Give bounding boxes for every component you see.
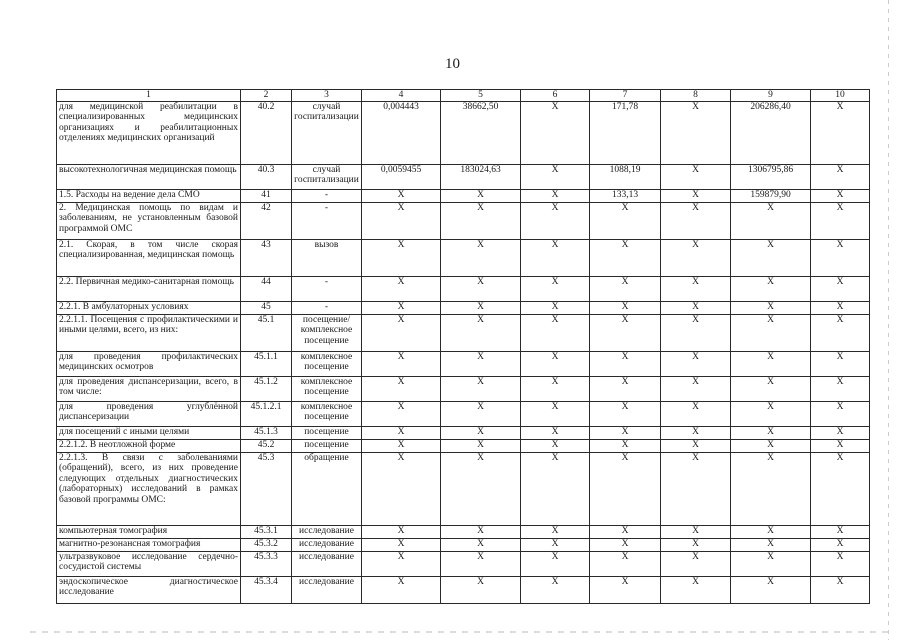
table-cell-col-7: X	[590, 538, 661, 551]
table-cell-col-9: X	[731, 376, 811, 401]
table-cell-col-1: 2.2.1.3. В связи с заболеваниями (обращений), всего, из них проведение следующих отдельных диагностических (лабораторных) исследований в рамках базовой программы ОМС:	[57, 452, 241, 525]
table-cell-col-7: X	[590, 301, 661, 314]
table-cell-col-3: -	[292, 202, 362, 239]
table-cell-col-6: X	[521, 538, 590, 551]
table-row	[57, 202, 870, 239]
table-cell-col-10: X	[811, 189, 870, 202]
table-cell-col-4: X	[362, 439, 441, 452]
table-cell-col-5: X	[441, 376, 521, 401]
table-cell-col-7: X	[590, 202, 661, 239]
table-cell-col-7: X	[590, 376, 661, 401]
table-cell-col-8: X	[661, 301, 731, 314]
col-header-3: 3	[292, 90, 362, 102]
table-cell-col-3: комплексное посещение	[292, 401, 362, 426]
table-cell-col-1: компьютерная томография	[57, 525, 241, 538]
table-cell-col-8: X	[661, 551, 731, 576]
table-cell-col-2: 45.3.2	[241, 538, 292, 551]
col-header-5: 5	[441, 90, 521, 102]
table-cell-col-10: X	[811, 164, 870, 189]
table-cell-col-10: X	[811, 202, 870, 239]
table-cell-col-4: X	[362, 576, 441, 603]
table-row	[57, 301, 870, 314]
table-cell-col-1: высокотехнологичная медицинская помощь	[57, 164, 241, 189]
table-cell-col-6: X	[521, 276, 590, 301]
table-row	[57, 101, 870, 164]
col-header-8: 8	[661, 90, 731, 102]
table-cell-col-4: X	[362, 314, 441, 351]
table-cell-col-1: 2.2.1. В амбулаторных условиях	[57, 301, 241, 314]
table-cell-col-3: посещение	[292, 426, 362, 439]
table-cell-col-6: X	[521, 525, 590, 538]
table-cell-col-2: 45.1.2	[241, 376, 292, 401]
table-cell-col-6: X	[521, 576, 590, 603]
table-cell-col-6: X	[521, 101, 590, 164]
table-cell-col-7: X	[590, 576, 661, 603]
table-cell-col-10: X	[811, 351, 870, 376]
table-cell-col-10: X	[811, 452, 870, 525]
table-cell-col-5: X	[441, 401, 521, 426]
table-cell-col-9: X	[731, 351, 811, 376]
table-cell-col-5: X	[441, 239, 521, 276]
table-cell-col-1: для проведения углублённой диспансеризации	[57, 401, 241, 426]
table-cell-col-3: -	[292, 189, 362, 202]
table-cell-col-1: 2.2.1.2. В неотложной форме	[57, 439, 241, 452]
table-cell-col-7: X	[590, 239, 661, 276]
table-row	[57, 351, 870, 376]
table-cell-col-4: X	[362, 351, 441, 376]
table-cell-col-2: 45.1.3	[241, 426, 292, 439]
table-cell-col-9: X	[731, 439, 811, 452]
table-cell-col-6: X	[521, 301, 590, 314]
table-cell-col-6: X	[521, 401, 590, 426]
table-cell-col-2: 40.3	[241, 164, 292, 189]
table-row	[57, 164, 870, 189]
table-cell-col-1: 2.1. Скорая, в том числе скорая специализированная, медицинская помощь	[57, 239, 241, 276]
table-cell-col-2: 45.3	[241, 452, 292, 525]
table-cell-col-8: X	[661, 376, 731, 401]
table-cell-col-5: X	[441, 202, 521, 239]
table-cell-col-10: X	[811, 314, 870, 351]
table-cell-col-8: X	[661, 239, 731, 276]
table-cell-col-6: X	[521, 376, 590, 401]
table-cell-col-5: X	[441, 426, 521, 439]
table-row	[57, 452, 870, 525]
table-cell-col-2: 45.3.4	[241, 576, 292, 603]
table-cell-col-8: X	[661, 351, 731, 376]
table-cell-col-3: исследование	[292, 576, 362, 603]
table-row	[57, 376, 870, 401]
table-cell-col-3: случай госпитализации	[292, 101, 362, 164]
table-cell-col-7: X	[590, 351, 661, 376]
table-cell-col-8: X	[661, 576, 731, 603]
table-cell-col-2: 45.3.1	[241, 525, 292, 538]
table-cell-col-6: X	[521, 351, 590, 376]
table-cell-col-2: 40.2	[241, 101, 292, 164]
table-cell-col-7: X	[590, 551, 661, 576]
table-cell-col-9: 206286,40	[731, 101, 811, 164]
table-cell-col-2: 45.1	[241, 314, 292, 351]
table-cell-col-6: X	[521, 439, 590, 452]
table-cell-col-1: 1.5. Расходы на ведение дела СМО	[57, 189, 241, 202]
table-cell-col-4: X	[362, 202, 441, 239]
table-cell-col-4: X	[362, 276, 441, 301]
scan-noise-bottom	[30, 631, 890, 633]
table-cell-col-6: X	[521, 426, 590, 439]
table-cell-col-10: X	[811, 426, 870, 439]
table-cell-col-10: X	[811, 239, 870, 276]
table-cell-col-10: X	[811, 576, 870, 603]
table-cell-col-9: X	[731, 202, 811, 239]
table-row	[57, 551, 870, 576]
table-cell-col-9: X	[731, 276, 811, 301]
table-cell-col-4: X	[362, 538, 441, 551]
table-cell-col-4: X	[362, 452, 441, 525]
table-cell-col-2: 45.1.1	[241, 351, 292, 376]
table-cell-col-1: 2. Медицинская помощь по видам и заболеваниям, не установленным базовой программой ОМС	[57, 202, 241, 239]
header-row	[57, 90, 870, 102]
table-cell-col-9: X	[731, 576, 811, 603]
col-header-10: 10	[811, 90, 870, 102]
table-cell-col-9: X	[731, 538, 811, 551]
table-cell-col-8: X	[661, 202, 731, 239]
table-cell-col-3: исследование	[292, 525, 362, 538]
table-cell-col-6: X	[521, 452, 590, 525]
table-cell-col-7: X	[590, 525, 661, 538]
table-cell-col-8: X	[661, 401, 731, 426]
table-cell-col-1: ультразвуковое исследование сердечно-сосудистой системы	[57, 551, 241, 576]
col-header-6: 6	[521, 90, 590, 102]
table-cell-col-1: эндоскопическое диагностическое исследование	[57, 576, 241, 603]
table-cell-col-6: X	[521, 314, 590, 351]
table-cell-col-8: X	[661, 525, 731, 538]
table-cell-col-5: X	[441, 314, 521, 351]
table-cell-col-3: исследование	[292, 551, 362, 576]
table-cell-col-2: 41	[241, 189, 292, 202]
table-cell-col-5: X	[441, 301, 521, 314]
table-row	[57, 401, 870, 426]
table-cell-col-1: 2.2. Первичная медико-санитарная помощь	[57, 276, 241, 301]
table-cell-col-4: 0,0059455	[362, 164, 441, 189]
table-cell-col-9: X	[731, 401, 811, 426]
table-cell-col-8: X	[661, 439, 731, 452]
table-cell-col-4: X	[362, 426, 441, 439]
table-cell-col-5: X	[441, 538, 521, 551]
table-cell-col-5: X	[441, 576, 521, 603]
table-cell-col-3: -	[292, 276, 362, 301]
table-cell-col-4: X	[362, 301, 441, 314]
table-row	[57, 525, 870, 538]
table-cell-col-10: X	[811, 551, 870, 576]
table-cell-col-5: X	[441, 551, 521, 576]
table-cell-col-5: X	[441, 439, 521, 452]
page-number: 10	[445, 56, 460, 72]
table-cell-col-2: 43	[241, 239, 292, 276]
scan-edge-right	[888, 0, 889, 640]
table-cell-col-6: X	[521, 164, 590, 189]
table-cell-col-4: X	[362, 189, 441, 202]
table-cell-col-2: 45.2	[241, 439, 292, 452]
table-row	[57, 239, 870, 276]
table-row	[57, 189, 870, 202]
table-cell-col-3: комплексное посещение	[292, 376, 362, 401]
table-cell-col-2: 42	[241, 202, 292, 239]
table-cell-col-4: 0,004443	[362, 101, 441, 164]
table-cell-col-9: X	[731, 452, 811, 525]
table-cell-col-4: X	[362, 401, 441, 426]
table-cell-col-6: X	[521, 239, 590, 276]
table-cell-col-3: вызов	[292, 239, 362, 276]
table-cell-col-7: X	[590, 426, 661, 439]
table-cell-col-7: 1088,19	[590, 164, 661, 189]
table-cell-col-8: X	[661, 164, 731, 189]
col-header-1: 1	[57, 90, 241, 102]
table-cell-col-3: посещение/ комплексное посещение	[292, 314, 362, 351]
table-cell-col-9: 159879,90	[731, 189, 811, 202]
table-cell-col-9: 1306795,86	[731, 164, 811, 189]
table-cell-col-3: посещение	[292, 439, 362, 452]
table-cell-col-3: -	[292, 301, 362, 314]
table-cell-col-3: случай госпитализации	[292, 164, 362, 189]
table-cell-col-1: для проведения диспансеризации, всего, в том числе:	[57, 376, 241, 401]
table-cell-col-4: X	[362, 239, 441, 276]
table-cell-col-10: X	[811, 538, 870, 551]
table-row	[57, 538, 870, 551]
table-cell-col-6: X	[521, 202, 590, 239]
table-cell-col-3: обращение	[292, 452, 362, 525]
table-cell-col-9: X	[731, 551, 811, 576]
table-cell-col-8: X	[661, 426, 731, 439]
table-cell-col-10: X	[811, 101, 870, 164]
table-cell-col-4: X	[362, 525, 441, 538]
table-row	[57, 314, 870, 351]
table-cell-col-9: X	[731, 239, 811, 276]
table-cell-col-10: X	[811, 401, 870, 426]
table-cell-col-7: X	[590, 314, 661, 351]
table-cell-col-2: 45.3.3	[241, 551, 292, 576]
table-row	[57, 576, 870, 603]
col-header-9: 9	[731, 90, 811, 102]
table-cell-col-10: X	[811, 301, 870, 314]
table-row	[57, 426, 870, 439]
table-cell-col-9: X	[731, 525, 811, 538]
table-cell-col-5: X	[441, 189, 521, 202]
table-row	[57, 439, 870, 452]
table-cell-col-8: X	[661, 276, 731, 301]
table-row	[57, 276, 870, 301]
table-cell-col-2: 44	[241, 276, 292, 301]
table-cell-col-6: X	[521, 189, 590, 202]
table-cell-col-5: X	[441, 276, 521, 301]
table-cell-col-7: 171,78	[590, 101, 661, 164]
table-cell-col-10: X	[811, 376, 870, 401]
table-cell-col-9: X	[731, 426, 811, 439]
table-cell-col-1: для медицинской реабилитации в специализированных медицинских организациях и реабилитационных отделениях медицинских организаций	[57, 101, 241, 164]
table-cell-col-5: 38662,50	[441, 101, 521, 164]
col-header-7: 7	[590, 90, 661, 102]
table-cell-col-8: X	[661, 101, 731, 164]
table-cell-col-5: X	[441, 525, 521, 538]
table-cell-col-6: X	[521, 551, 590, 576]
table-cell-col-4: X	[362, 551, 441, 576]
table-cell-col-7: X	[590, 276, 661, 301]
col-header-2: 2	[241, 90, 292, 102]
table-cell-col-10: X	[811, 525, 870, 538]
table-cell-col-4: X	[362, 376, 441, 401]
col-header-4: 4	[362, 90, 441, 102]
table-cell-col-9: X	[731, 314, 811, 351]
table-cell-col-1: магнитно-резонансная томография	[57, 538, 241, 551]
table-cell-col-5: X	[441, 351, 521, 376]
table-cell-col-7: X	[590, 401, 661, 426]
table-cell-col-10: X	[811, 439, 870, 452]
table-cell-col-8: X	[661, 189, 731, 202]
table-cell-col-3: комплексное посещение	[292, 351, 362, 376]
table-cell-col-8: X	[661, 452, 731, 525]
table-cell-col-1: 2.2.1.1. Посещения с профилактическими и иными целями, всего, из них:	[57, 314, 241, 351]
table-cell-col-1: для посещений с иными целями	[57, 426, 241, 439]
table-cell-col-5: 183024,63	[441, 164, 521, 189]
table-cell-col-10: X	[811, 276, 870, 301]
table-cell-col-7: 133,13	[590, 189, 661, 202]
table-cell-col-8: X	[661, 538, 731, 551]
table-cell-col-5: X	[441, 452, 521, 525]
table-cell-col-7: X	[590, 439, 661, 452]
table-cell-col-2: 45.1.2.1	[241, 401, 292, 426]
tariff-table	[56, 89, 870, 604]
table-cell-col-9: X	[731, 301, 811, 314]
table-cell-col-3: исследование	[292, 538, 362, 551]
table-cell-col-2: 45	[241, 301, 292, 314]
table-cell-col-8: X	[661, 314, 731, 351]
table-cell-col-1: для проведения профилактических медицинских осмотров	[57, 351, 241, 376]
table-cell-col-7: X	[590, 452, 661, 525]
